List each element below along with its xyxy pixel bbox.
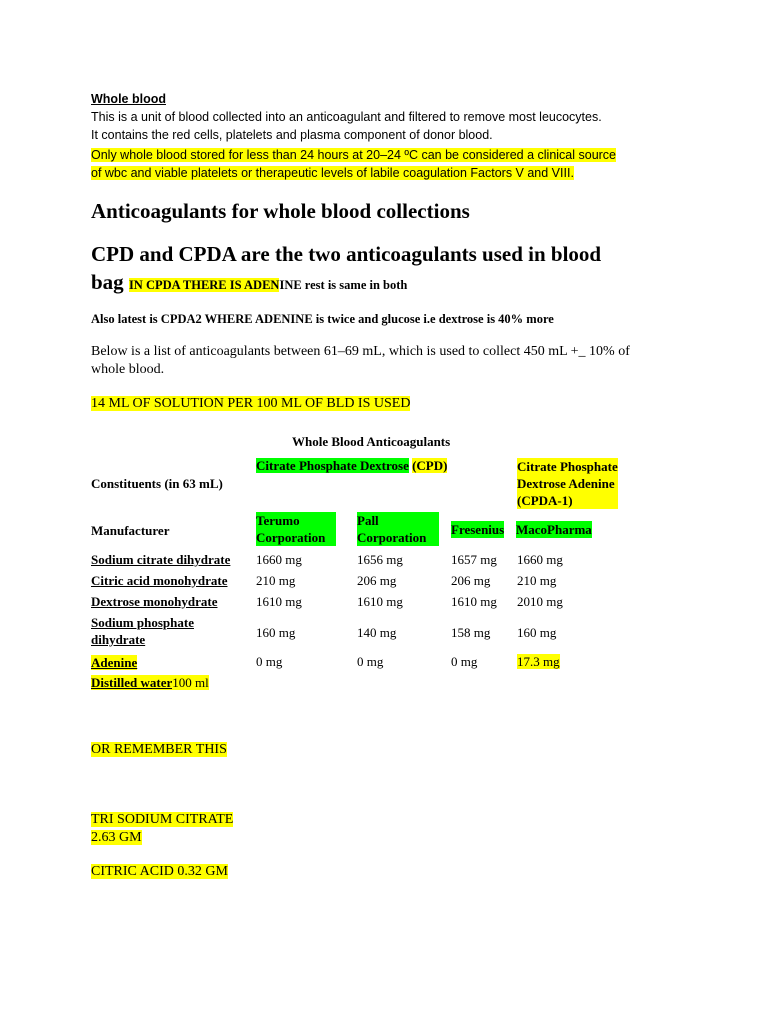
heading-bag-word: bag xyxy=(91,270,129,294)
table-cell: 206 mg xyxy=(357,573,397,588)
table-cell: 2010 mg xyxy=(517,594,563,609)
table-cell: 1660 mg xyxy=(256,552,302,567)
intro-highlight-line: Only whole blood stored for less than 24 hours at 20–24 ºC can be considered a clinical source xyxy=(91,148,617,162)
cpd-header-name: Citrate Phosphate Dextrose xyxy=(256,458,409,473)
table-cell: 1660 mg xyxy=(517,552,563,567)
table-cell: 1610 mg xyxy=(256,594,302,609)
table-cell: 210 mg xyxy=(256,573,296,588)
manufacturer-label: Manufacturer xyxy=(91,523,170,538)
table-cell: 1656 mg xyxy=(357,552,403,567)
distilled-water-value: 100 ml xyxy=(172,675,209,690)
row-label-sodium-phosphate: Sodium phosphate dihydrate xyxy=(91,615,194,647)
table-cell: 140 mg xyxy=(357,625,397,640)
cpda2-note: Also latest is CPDA2 WHERE ADENINE is twice and glucose i.e dextrose is 40% more xyxy=(91,312,554,326)
below-line: Below is a list of anticoagulants between 61–69 mL, which is used to collect 450 mL +_ 10% of xyxy=(91,344,630,359)
cpda-header xyxy=(517,458,618,509)
row-label-dextrose: Dextrose monohydrate xyxy=(91,594,218,609)
table-cell: 1657 mg xyxy=(451,552,497,567)
manufacturer-terumo: Terumo Corporation xyxy=(256,512,336,546)
heading-cpd-cpda-line2 xyxy=(91,270,407,295)
cpda-adenine-rest: INE rest is same in both xyxy=(279,278,408,292)
table-cell: 0 mg xyxy=(357,654,384,669)
intro-line: It contains the red cells, platelets and plasma component of donor blood. xyxy=(91,128,493,142)
row-label-distilled-water: Distilled water xyxy=(91,675,173,690)
intro-line: This is a unit of blood collected into an anticoagulant and filtered to remove most leucocytes. xyxy=(91,110,602,124)
row-label-citric-acid: Citric acid monohydrate xyxy=(91,573,228,588)
table-cell: 206 mg xyxy=(451,573,491,588)
intro-highlight-line: of wbc and viable platelets or therapeutic levels of labile coagulation Factors V and VIII. xyxy=(91,166,574,180)
cpda-header-line: Citrate Phosphate xyxy=(517,459,618,474)
table-cell: 1610 mg xyxy=(451,594,497,609)
table-cell: 1610 mg xyxy=(357,594,403,609)
heading-anticoagulants: Anticoagulants for whole blood collections xyxy=(91,199,470,223)
cpda-header-line: (CPDA-1) xyxy=(517,493,573,508)
tri-sodium-line: TRI SODIUM CITRATE xyxy=(91,812,234,827)
constituents-label: Constituents (in 63 mL) xyxy=(91,476,223,491)
table-title: Whole Blood Anticoagulants xyxy=(292,434,451,449)
table-cell: 160 mg xyxy=(256,625,296,640)
cpda-header-line: Dextrose Adenine xyxy=(517,476,615,491)
row-label-adenine: Adenine xyxy=(91,655,138,670)
table-cell: 0 mg xyxy=(256,654,283,669)
manufacturer-fresenius: Fresenius xyxy=(451,522,505,537)
below-line: whole blood. xyxy=(91,362,165,377)
cpd-header xyxy=(256,457,447,474)
manufacturer-pall: Pall Corporation xyxy=(357,512,439,546)
section-heading-whole-blood: Whole blood xyxy=(91,92,166,106)
heading-cpd-cpda: CPD and CPDA are the two anticoagulants used in blood xyxy=(91,242,602,266)
table-cell: 160 mg xyxy=(517,625,557,640)
table-cell: 210 mg xyxy=(517,573,557,588)
table-cell: 0 mg xyxy=(451,654,478,669)
table-cell-highlight: 17.3 mg xyxy=(517,654,560,669)
citric-acid-note: CITRIC ACID 0.32 GM xyxy=(91,864,228,879)
cpd-header-abbrev: (CPD) xyxy=(412,458,448,473)
or-remember-note: OR REMEMBER THIS xyxy=(91,742,227,757)
solution-note: 14 ML OF SOLUTION PER 100 ML OF BLD IS USED xyxy=(91,396,411,411)
row-label-sodium-citrate: Sodium citrate dihydrate xyxy=(91,552,231,567)
manufacturer-macopharma: MacoPharma xyxy=(516,522,592,537)
cpda-adenine-highlight: IN CPDA THERE IS ADEN xyxy=(128,278,280,292)
table-cell: 158 mg xyxy=(451,625,491,640)
tri-sodium-line: 2.63 GM xyxy=(91,830,142,845)
